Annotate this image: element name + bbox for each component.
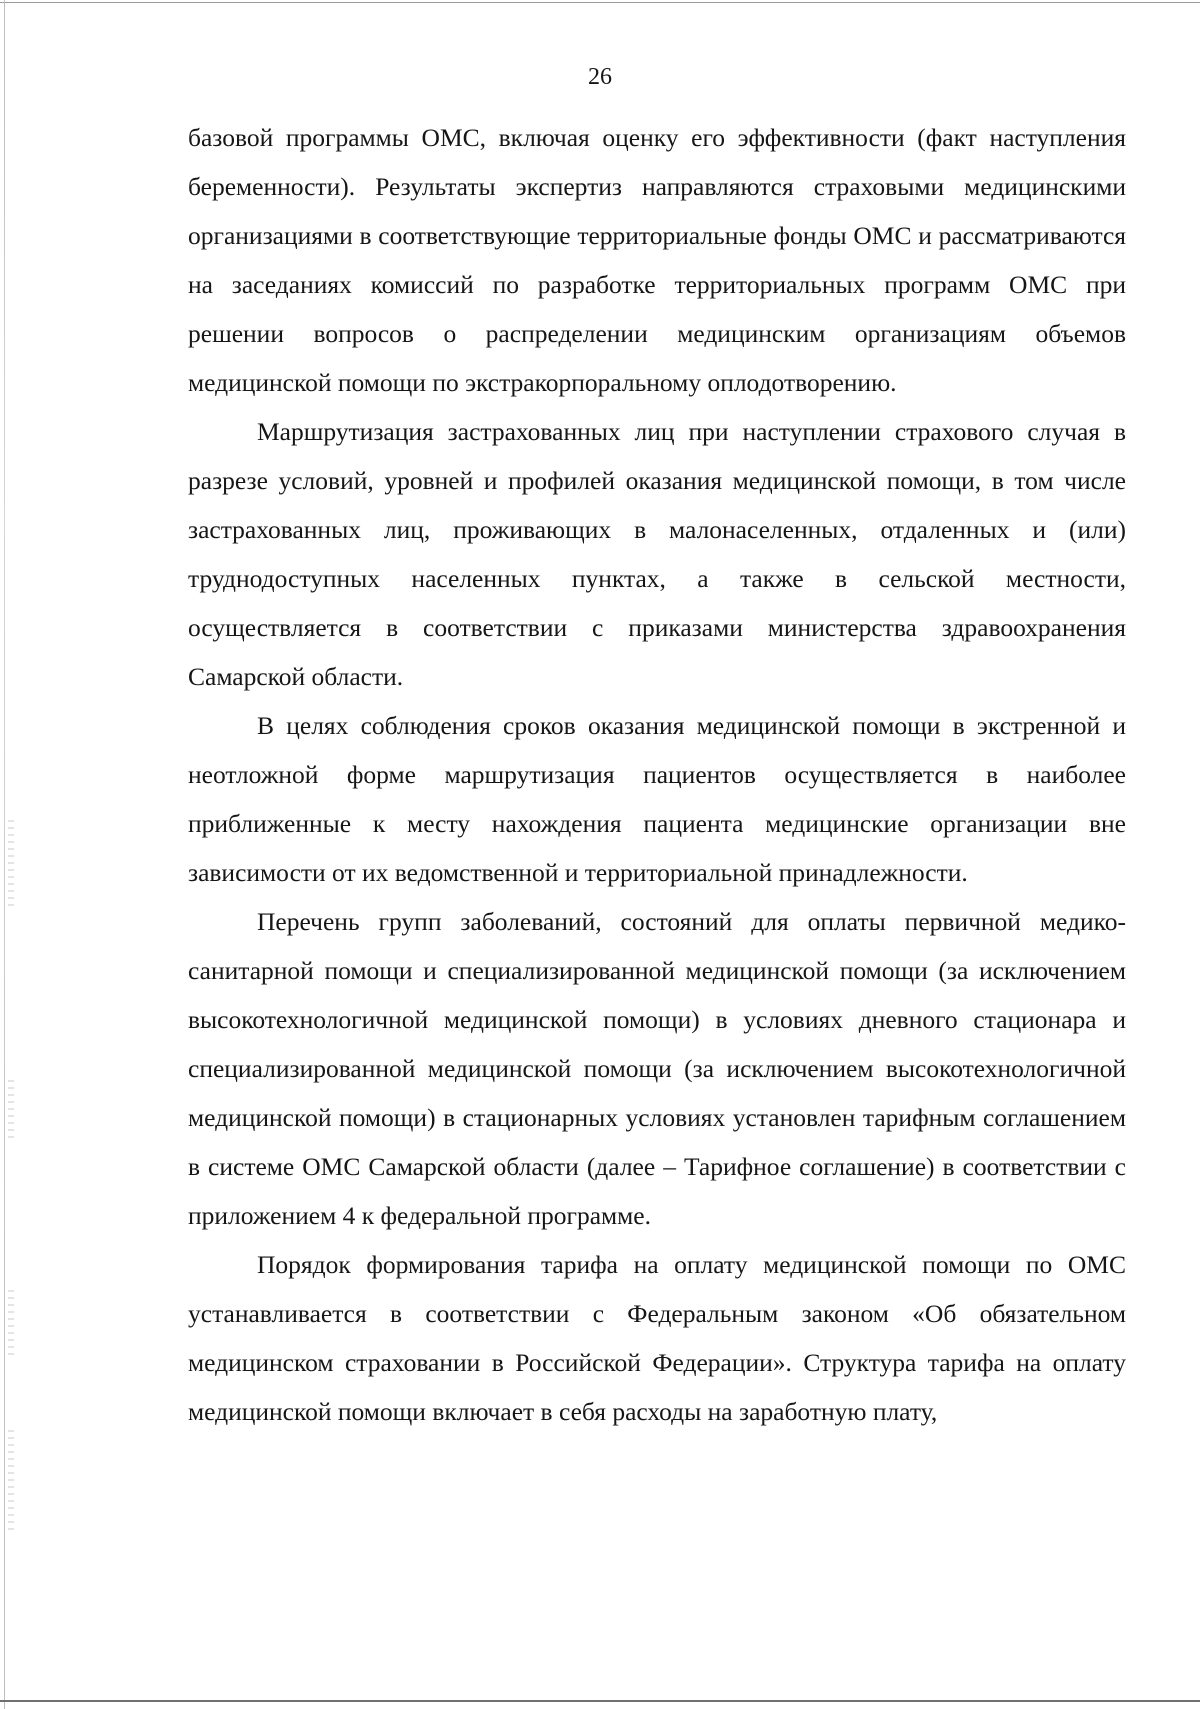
scan-bottom-edge (0, 1700, 1200, 1702)
document-body (188, 113, 1126, 1436)
scan-left-edge (4, 0, 5, 1709)
paragraph-emergency-routing: В целях соблюдения сроков оказания медицинской помощи в экстренной и неотложной форме маршрутизация пациентов осуществляется в наиболее приближенные к месту нахождения пациента медицинские организации вне зависимости от их ведомственной и территориальной принадлежности. (188, 711, 1126, 887)
scan-noise-mark (8, 1290, 14, 1360)
paragraph-ivf-expertise: базовой программы ОМС, включая оценку его эффективности (факт наступления беременности). Результаты экспертиз направляются страховыми медицинскими организациями в соответствующие территориальные фонды ОМС и рассматриваются на заседаниях комиссий по разработке территориальных программ ОМС при решении вопросов о распределении медицинским организациям объемов медицинской помощи по экстракорпоральному оплодотворению. (188, 123, 1126, 397)
scan-noise-mark (8, 820, 14, 910)
paragraph-disease-groups: Перечень групп заболеваний, состояний для оплаты первичной медико-санитарной помощи и специализированной медицинской помощи (за исключением высокотехнологичной медицинской помощи) в условиях дневного стационара и специализированной медицинской помощи (за исключением высокотехнологичной медицинской помощи) в стационарных условиях установлен тарифным соглашением в системе ОМС Самарской области (далее – Тарифное соглашение) в соответствии с приложением 4 к федеральной программе. (188, 907, 1126, 1230)
scan-noise-mark (8, 1080, 14, 1140)
scan-noise-mark (8, 1430, 14, 1530)
paragraph-tariff-formation: Порядок формирования тарифа на оплату медицинской помощи по ОМС устанавливается в соответствии с Федеральным законом «Об обязательном медицинском страховании в Российской Федерации». Структура тарифа на оплату медицинской помощи включает в себя расходы на заработную плату, (188, 1250, 1126, 1426)
paragraph-insured-routing: Маршрутизация застрахованных лиц при наступлении страхового случая в разрезе условий, уровней и профилей оказания медицинской помощи, в том числе застрахованных лиц, проживающих в малонаселенных, отдаленных и (или) труднодоступных населенных пунктах, а также в сельской местности, осуществляется в соответствии с приказами министерства здравоохранения Самарской области. (188, 417, 1126, 691)
page-number: 26 (588, 64, 612, 90)
scan-top-edge (0, 2, 1200, 3)
